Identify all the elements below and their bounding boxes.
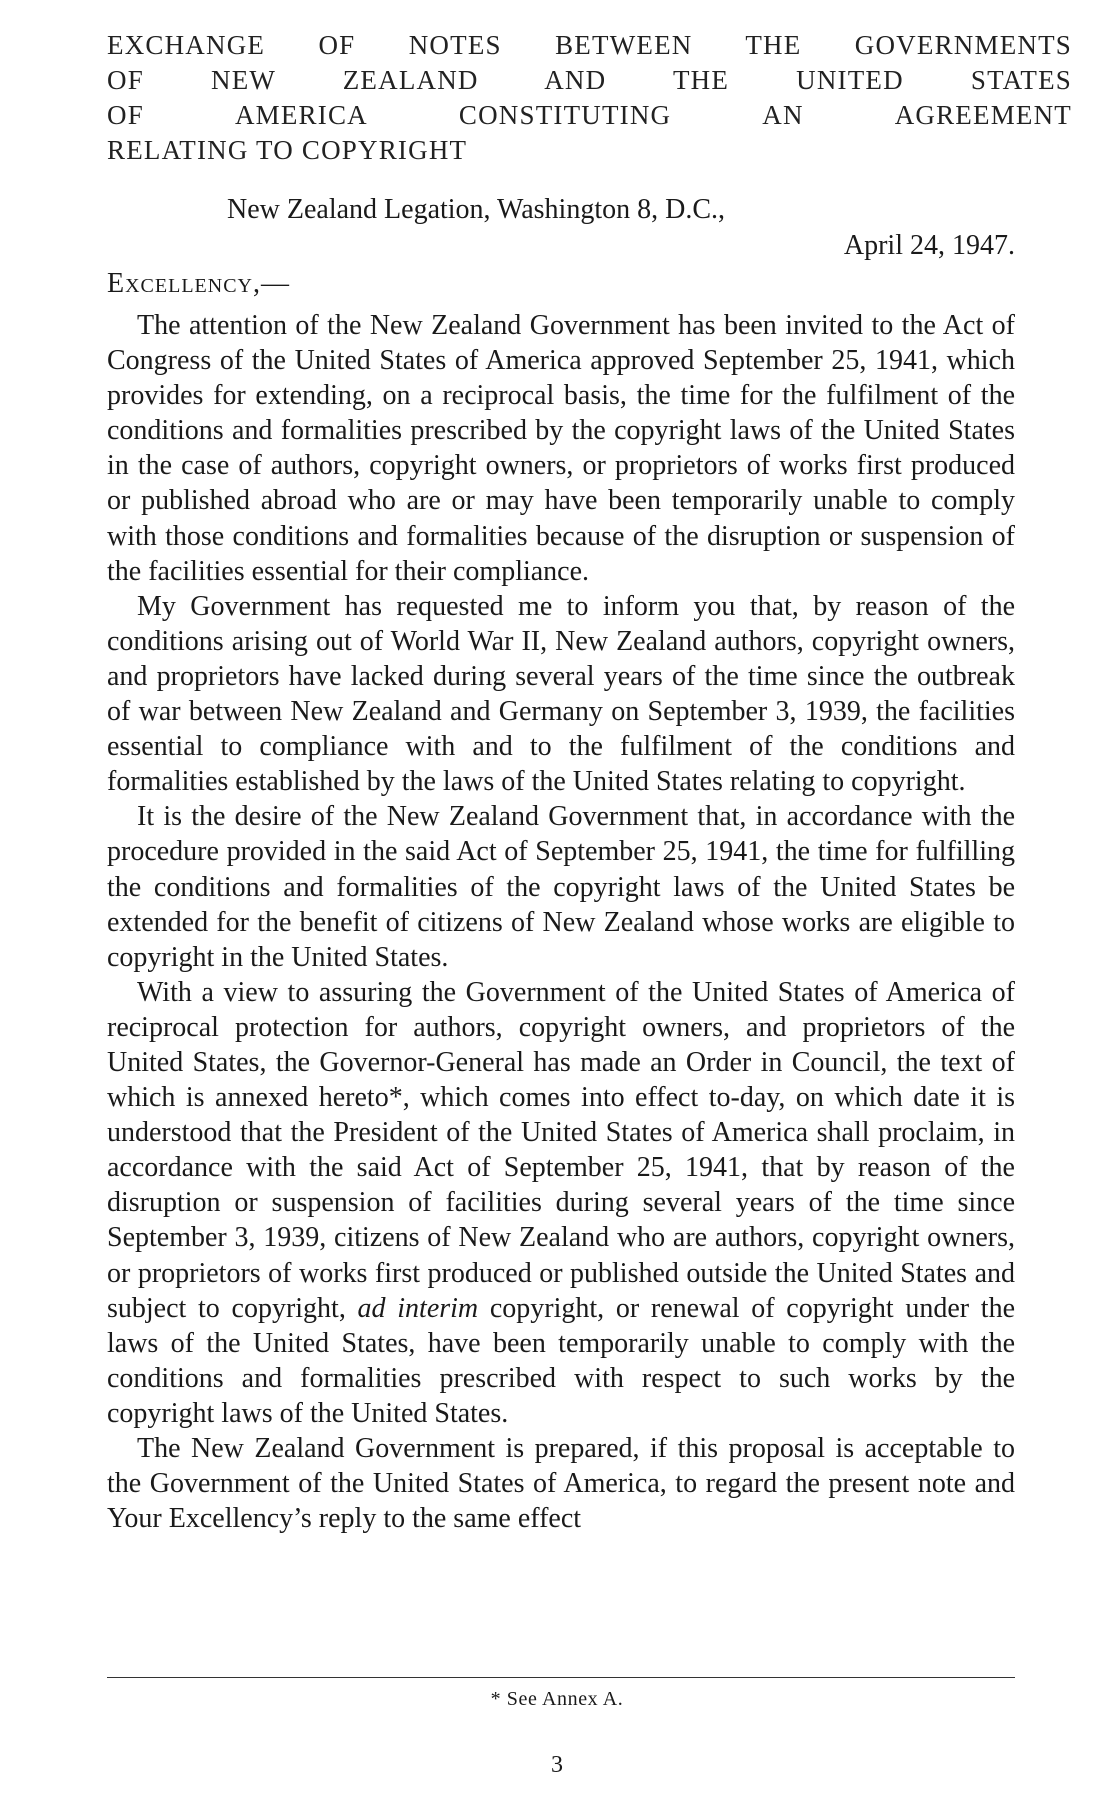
paragraph-4-part-2: copyright, or renewal of copyright under the laws of the United States, have been temporarily unable to comply with the conditions and formalities prescribed with respect to such works by the copyright laws of the United States. xyxy=(107,1292,1015,1429)
footnote-divider xyxy=(107,1677,1015,1678)
document-title xyxy=(107,28,1072,168)
title-line-1: EXCHANGE OF NOTES BETWEEN THE GOVERNMENTS xyxy=(107,30,1072,60)
paragraph-4-part-1: With a view to assuring the Government of the United States of America of reciprocal protection for authors, copyright owners, and proprietors of the United States, the Governor-General has made an Order in Council, the text of which is annexed hereto*, which comes into effect to-day, on which date it is understood that the President of the United States of America shall proclaim, in accordance with the said Act of September 25, 1941, that by reason of the disruption or suspension of facilities during several years of the time since September 3, 1939, citizens of New Zealand who are authors, copyright owners, or proprietors of works first produced or published outside the United States and subject to copyright, xyxy=(107,976,1015,1324)
letter-date: April 24, 1947. xyxy=(843,230,1015,261)
footnote: * See Annex A. xyxy=(490,1688,624,1710)
title-line-2: OF NEW ZEALAND AND THE UNITED STATES xyxy=(107,65,1072,95)
page-number: 3 xyxy=(551,1752,563,1778)
ad-interim-term: ad interim xyxy=(357,1292,479,1324)
paragraph-5: The New Zealand Government is prepared, if this proposal is acceptable to the Government of the United States of America, to regard the present note and Your Excellency’s reply to the same effect xyxy=(107,1433,1015,1535)
paragraph-4 xyxy=(107,975,1015,1431)
salutation: Excellency,— xyxy=(107,268,290,299)
paragraph-3: It is the desire of the New Zealand Government that, in accordance with the procedure provided in the said Act of September 25, 1941, the time for fulfilling the conditions and formalities of the copyright laws of the United States be extended for the benefit of citizens of New Zealand whose works are eligible to copyright in the United States. xyxy=(107,801,1015,973)
letter-body xyxy=(107,308,1015,1536)
paragraph-1: The attention of the New Zealand Government has been invited to the Act of Congress of the United States of America approved September 25, 1941, which provides for extending, on a reciprocal basis, the time for the fulfilment of the conditions and formalities prescribed by the copyright laws of the United States in the case of authors, copyright owners, or proprietors of works first produced or published abroad who are or may have been temporarily unable to comply with those conditions and formalities because of the disruption or suspension of the facilities essential for their compliance. xyxy=(107,310,1015,587)
sender-address: New Zealand Legation, Washington 8, D.C., xyxy=(227,194,726,225)
paragraph-2: My Government has requested me to inform you that, by reason of the conditions arising out of World War II, New Zealand authors, copyright owners, and proprietors have lacked during several years of the time since the outbreak of war between New Zealand and Germany on September 3, 1939, the facilities essential to compliance with and to the fulfilment of the conditions and formalities established by the laws of the United States relating to copyright. xyxy=(107,590,1015,798)
title-line-3: OF AMERICA CONSTITUTING AN AGREEMENT xyxy=(107,100,1072,130)
title-line-4: RELATING TO COPYRIGHT xyxy=(107,135,468,165)
